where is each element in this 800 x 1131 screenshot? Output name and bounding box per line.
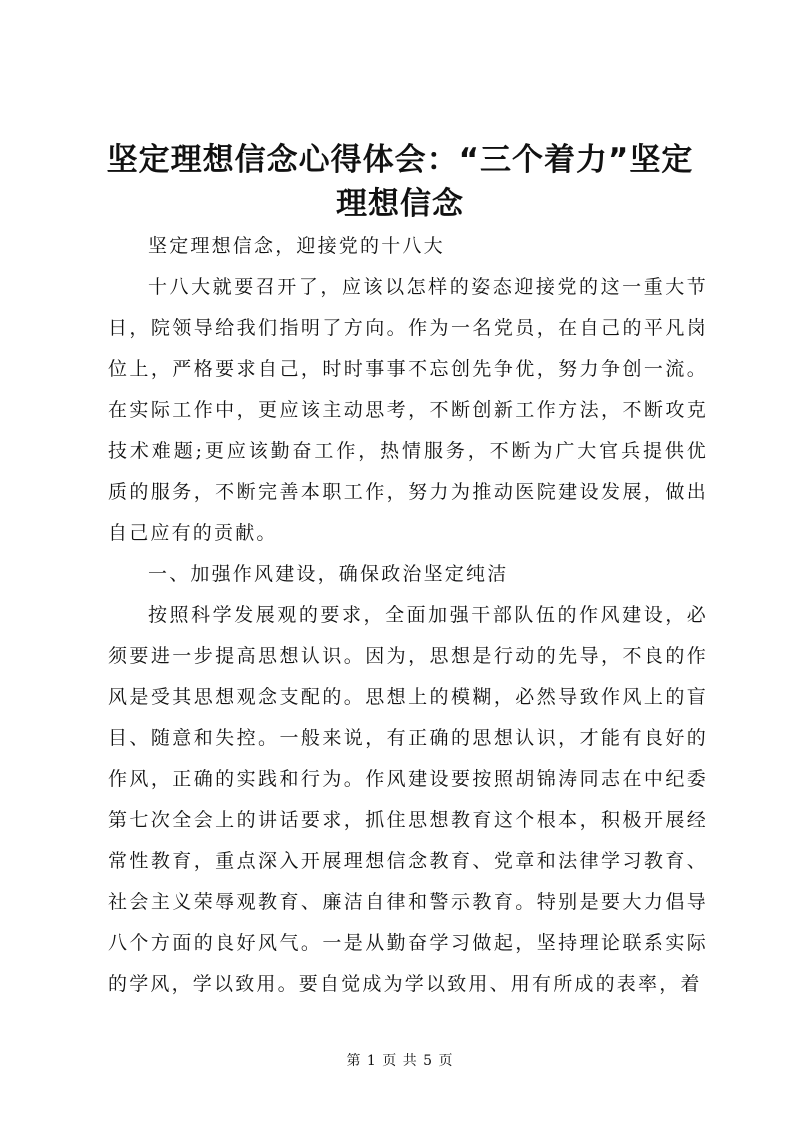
paragraph-section-1: 按照科学发展观的要求，全面加强干部队伍的作风建设，必须要进一步提高思想认识。因为，思想是行动的先导，不良的作风是受其思想观念支配的。思想上的模糊，必然导致作风上的盲目、随意和失控。一般来说，有正确的思想认识，才能有良好的作风，正确的实践和行为。作风建设要按照胡锦涛同志在中纪委第七次全会上的讲话要求，抓住思想教育这个根本，积极开展经常性教育，重点深入开展理想信念教育、党章和法律学习教育、社会主义荣辱观教育、廉洁自律和警示教育。特别是要大力倡导八个方面的良好风气。一是从勤奋学习做起，坚持理论联系实际的学风，学以致用。要自觉成为学以致用、用有所成的表率，着 <box>108 604 708 995</box>
paragraph-intro: 十八大就要召开了，应该以怎样的姿态迎接党的这一重大节日，院领导给我们指明了方向。作为一名党员，在自己的平凡岗位上，严格要求自己，时时事事不忘创先争优，努力争创一流。在实际工作中，更应该主动思考，不断创新工作方法，不断攻克技术难题;更应该勤奋工作，热情服务，不断为广大官兵提供优质的服务，不断完善本职工作，努力为推动医院建设发展，做出自己应有的贡献。 <box>108 276 708 544</box>
paragraph-subtitle: 坚定理想信念，迎接党的十八大 <box>148 235 445 257</box>
document-body <box>108 226 708 1005</box>
document-title: 坚定理想信念心得体会：“三个着力”坚定理想信念 <box>106 142 694 222</box>
section-heading-1: 一、加强作风建设，确保政治坚定纯洁 <box>148 563 509 585</box>
page-footer: 第 1 页 共 5 页 <box>346 1053 454 1069</box>
